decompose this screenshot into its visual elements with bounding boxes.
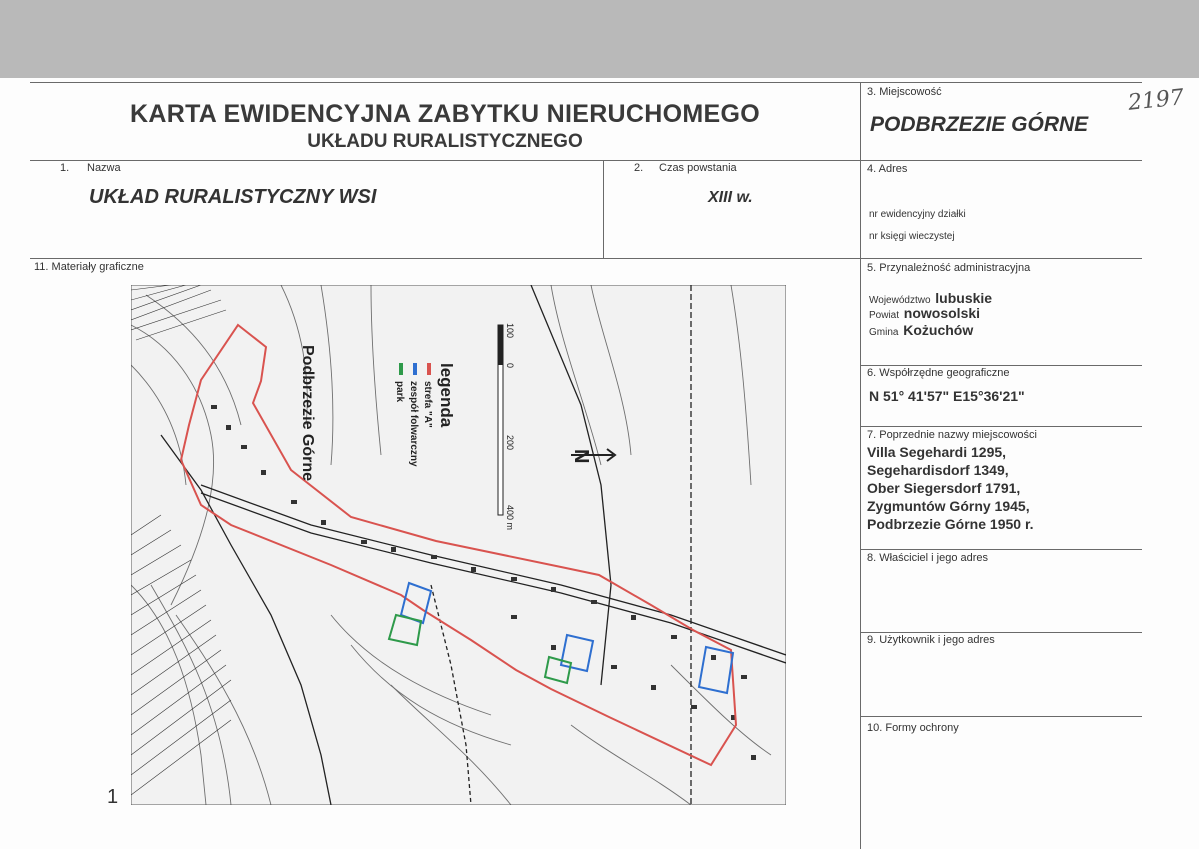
rule-name-time-divider [603,160,604,258]
voivodeship-label: Województwo [869,295,931,306]
field-3-label: 3. Miejscowość [867,86,942,98]
voivodeship-value: lubuskie [935,290,993,306]
commune-label: Gmina [869,327,899,338]
previous-name-2: Segehardisdorf 1349, [867,462,1009,478]
legend-swatch-park [399,363,403,375]
scale-tick-200: 200 [505,435,515,451]
field-7-label: 7. Poprzednie nazwy miejscowości [867,429,1037,441]
field-1-label: Nazwa [87,162,121,174]
field-1-num: 1. [60,162,70,174]
rule-8-bottom [860,632,1142,633]
field-10-label: 10. Formy ochrony [867,722,959,734]
field-5-label: 5. Przynależność administracyjna [867,262,1031,274]
page-number: 1 [107,786,119,808]
legend-swatch-folwark [413,363,417,375]
county-row [869,305,980,321]
rule-header-bottom [30,160,1142,161]
field-2-num: 2. [634,162,644,174]
field-9-label: 9. Użytkownik i jego adres [867,634,995,646]
north-label: N [570,449,592,464]
scale-tick-400: 400 m [505,505,515,531]
previous-name-3: Ober Siegersdorf 1791, [867,480,1021,496]
field-1-value: UKŁAD RURALISTYCZNY WSI [89,186,377,208]
rule-9-bottom [860,716,1142,717]
field-3-value: PODBRZEZIE GÓRNE [870,113,1089,136]
field-2-value: XIII w. [708,189,753,206]
handwritten-number: 2197 [1126,85,1186,116]
rule-5-bottom [860,365,1142,366]
field-4-land-register-label: nr księgi wieczystej [869,231,955,242]
field-2-label: Czas powstania [659,162,737,174]
card-subtitle: UKŁADU RURALISTYCZNEGO [307,131,583,152]
field-11-label: 11. Materiały graficzne [34,261,144,273]
topographic-map [131,285,786,805]
voivodeship-row [869,290,992,306]
county-value: nowosolski [903,305,981,321]
legend-label-strefa: strefa "A" [422,381,433,428]
scale-tick-100: 100 [505,323,515,339]
county-label: Powiat [869,310,900,321]
previous-name-1: Villa Segehardi 1295, [867,444,1007,460]
legend-label-folwark: zespół folwarczny [408,381,419,467]
previous-name-5: Podbrzezie Górne 1950 r. [867,516,1034,532]
rule-7-bottom [860,549,1142,550]
previous-name-4: Zygmuntów Górny 1945, [867,498,1030,514]
legend-title: legenda [437,363,456,428]
rule-right-column [860,82,861,849]
rule-6-bottom [860,426,1142,427]
commune-value: Kożuchów [903,322,974,338]
card-title: KARTA EWIDENCYJNA ZABYTKU NIERUCHOMEGO [130,100,760,128]
field-8-label: 8. Właściciel i jego adres [867,552,989,564]
field-6-label: 6. Współrzędne geograficzne [867,367,1010,379]
field-6-value: N 51° 41'57" E15°36'21" [869,388,1025,404]
legend-label-park: park [394,381,405,403]
map-place-label: Podbrzezie Górne [299,345,316,482]
field-4-label: 4. Adres [867,163,908,175]
rule-top [30,82,1142,83]
rule-name-bottom [30,258,1142,259]
field-4-plot-number-label: nr ewidencyjny działki [869,209,966,220]
legend-swatch-strefa [427,363,431,375]
commune-row [869,322,973,338]
scale-tick-0: 0 [505,363,515,369]
scan-top-band [0,0,1199,78]
